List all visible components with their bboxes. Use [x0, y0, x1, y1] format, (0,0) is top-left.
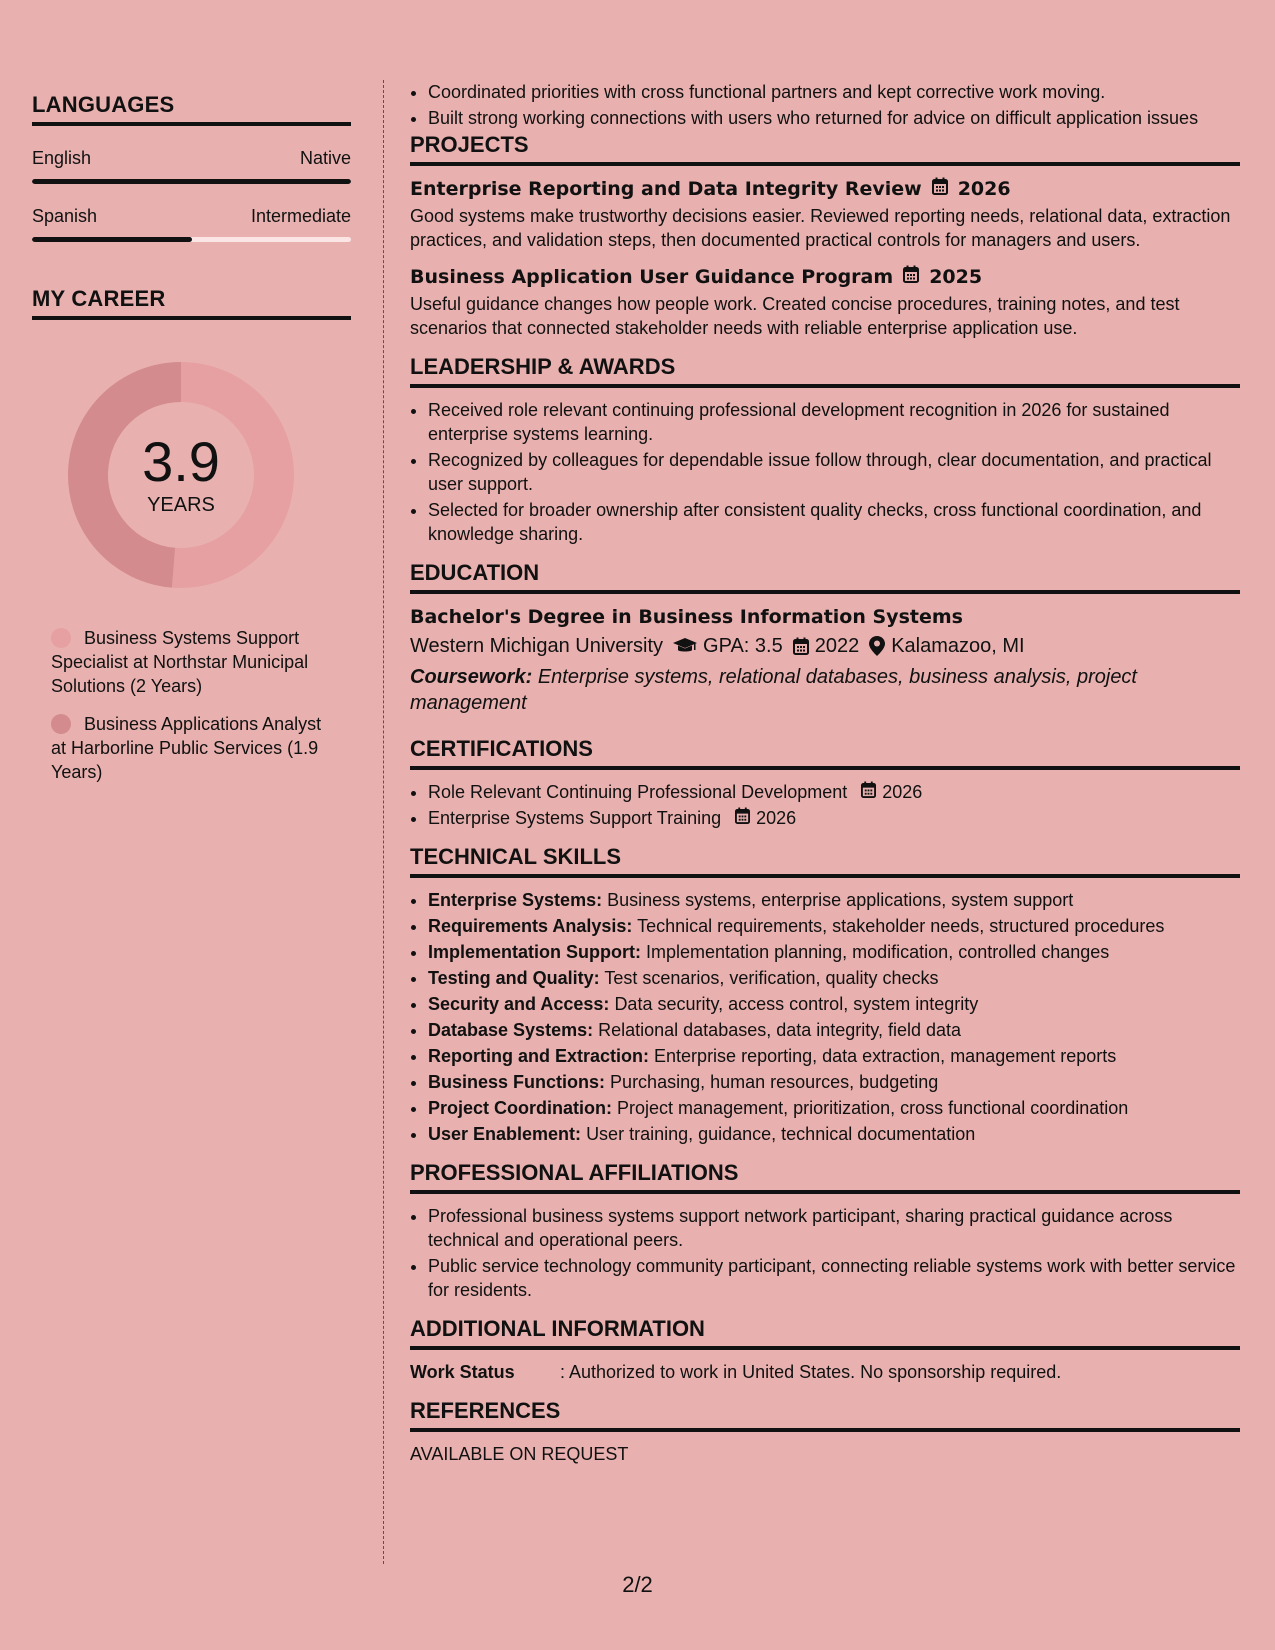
skill-item	[428, 1044, 1240, 1068]
skill-label: Security and Access:	[428, 994, 610, 1014]
skill-label: Business Functions:	[428, 1072, 606, 1092]
project-name: Enterprise Reporting and Data Integrity Review	[410, 178, 922, 200]
project-year: 2025	[929, 266, 983, 288]
list-item: • Recognized by colleagues for dependable issue follow through, clear documentation, and practical user support.	[428, 448, 1240, 496]
skill-item	[428, 940, 1240, 964]
list-item: • Coordinated priorities with cross functional partners and kept corrective work moving.	[428, 80, 1240, 104]
education-heading: EDUCATION	[410, 560, 1240, 594]
certification-year: 2026	[882, 782, 923, 802]
career-heading: MY CAREER	[32, 286, 351, 320]
skill-label: Reporting and Extraction:	[428, 1046, 650, 1066]
language-bar	[32, 237, 351, 242]
career-item-label: Business Systems Support Specialist at Northstar Municipal Solutions (2 Years)	[51, 628, 309, 696]
list-item: • Selected for broader ownership after consistent quality checks, cross functional coordination, and knowledge sharing.	[428, 498, 1240, 546]
language-level: Native	[299, 148, 351, 168]
education-school: Western Michigan University	[410, 635, 664, 657]
references-heading: REFERENCES	[410, 1398, 1240, 1432]
skill-item	[428, 992, 1240, 1016]
list-item: • Built strong working connections with users who returned for advice on difficult application issues	[428, 106, 1240, 130]
education-coursework	[410, 664, 1240, 716]
leadership-heading: LEADERSHIP & AWARDS	[410, 354, 1240, 388]
list-item: • Professional business systems support network participant, sharing practical guidance across technical and operational peers.	[428, 1204, 1240, 1252]
skill-label: Testing and Quality:	[428, 968, 600, 988]
skill-value: Data security, access control, system integrity	[614, 994, 979, 1014]
project-name: Business Application User Guidance Program	[410, 266, 894, 288]
references-section	[410, 1398, 1240, 1466]
affiliations-list	[410, 1204, 1240, 1302]
language-bar	[32, 179, 351, 184]
career-dot-icon	[51, 628, 71, 648]
calendar-icon	[932, 176, 948, 202]
leadership-section	[410, 354, 1240, 546]
skill-item	[428, 966, 1240, 990]
skill-item	[428, 888, 1240, 912]
certification-year: 2026	[756, 808, 797, 828]
list-item: • Public service technology community participant, connecting reliable systems work with better service for residents.	[428, 1254, 1240, 1302]
page-number: 2/2	[622, 1572, 653, 1597]
skill-label: User Enablement:	[428, 1124, 582, 1144]
language-bar-fill	[32, 237, 192, 242]
project-item	[410, 176, 1240, 252]
career-total-value: 3.9	[142, 429, 220, 493]
skill-value: Implementation planning, modification, controlled changes	[646, 942, 1110, 962]
location-pin-icon	[869, 636, 885, 656]
certifications-list	[410, 780, 1240, 830]
skills-list	[410, 888, 1240, 1146]
language-bar-fill	[32, 179, 351, 184]
certification-name: • Enterprise Systems Support Training	[428, 808, 722, 828]
affiliations-heading: PROFESSIONAL AFFILIATIONS	[410, 1160, 1240, 1194]
career-item	[51, 712, 341, 784]
affiliations-section	[410, 1160, 1240, 1302]
skill-value: Relational databases, data integrity, field data	[598, 1020, 962, 1040]
right-column	[410, 80, 1240, 1480]
career-section	[32, 286, 351, 784]
calendar-icon	[793, 637, 809, 655]
skill-item	[428, 1122, 1240, 1146]
career-donut-chart	[66, 360, 296, 590]
references-text: AVAILABLE ON REQUEST	[410, 1444, 629, 1464]
skill-value: Project management, prioritization, cross functional coordination	[617, 1098, 1129, 1118]
skill-item	[428, 1070, 1240, 1094]
skill-value: Technical requirements, stakeholder needs, structured procedures	[637, 916, 1165, 936]
calendar-icon	[861, 780, 876, 804]
skill-item	[428, 914, 1240, 938]
project-description: Good systems make trustworthy decisions easier. Reviewed reporting needs, relational data, extraction practices, and validation steps, then documented practical controls for managers and users.	[410, 206, 1231, 250]
skill-value: Business systems, enterprise applications, system support	[607, 890, 1074, 910]
education-section	[410, 560, 1240, 716]
education-gpa: GPA: 3.5	[703, 635, 783, 657]
career-dot-icon	[51, 714, 71, 734]
calendar-icon	[903, 264, 919, 290]
project-year: 2026	[957, 178, 1011, 200]
skill-value: Purchasing, human resources, budgeting	[610, 1072, 939, 1092]
career-item	[51, 626, 341, 698]
language-english	[32, 148, 351, 184]
career-total-unit: YEARS	[147, 493, 215, 516]
skill-value: Test scenarios, verification, quality checks	[604, 968, 939, 988]
list-item	[428, 806, 1240, 830]
skills-section	[410, 844, 1240, 1146]
skill-value: Enterprise reporting, data extraction, management reports	[654, 1046, 1117, 1066]
leadership-list	[410, 398, 1240, 546]
left-column	[32, 92, 351, 798]
project-item	[410, 264, 1240, 340]
additional-info-section	[410, 1316, 1240, 1384]
coursework-label: Coursework:	[410, 666, 533, 688]
language-name: English	[32, 148, 92, 168]
column-divider	[383, 80, 384, 1564]
career-list	[32, 626, 341, 784]
education-year: 2022	[814, 635, 860, 657]
projects-section	[410, 132, 1240, 340]
additional-info-heading: ADDITIONAL INFORMATION	[410, 1316, 1240, 1350]
certifications-heading: CERTIFICATIONS	[410, 736, 1240, 770]
skill-label: Database Systems:	[428, 1020, 594, 1040]
education-location: Kalamazoo, MI	[891, 635, 1025, 657]
language-spanish	[32, 206, 351, 242]
work-status-value: : Authorized to work in United States. No sponsorship required.	[560, 1362, 1062, 1382]
coursework-text: Enterprise systems, relational databases, business analysis, project management	[410, 666, 1137, 714]
skill-label: Requirements Analysis:	[428, 916, 633, 936]
skill-item	[428, 1018, 1240, 1042]
graduation-cap-icon	[673, 638, 697, 654]
language-name: Spanish	[32, 206, 98, 226]
projects-heading: PROJECTS	[410, 132, 1240, 166]
certification-name: • Role Relevant Continuing Professional Development	[428, 782, 848, 802]
language-level: Intermediate	[250, 206, 351, 226]
project-description: Useful guidance changes how people work. Created concise procedures, training notes, and test scenarios that connected stakeholder needs with reliable enterprise application use.	[410, 294, 1180, 338]
skills-heading: TECHNICAL SKILLS	[410, 844, 1240, 878]
experience-continued-list	[410, 80, 1240, 130]
education-degree: Bachelor's Degree in Business Information Systems	[410, 606, 963, 628]
skill-label: Enterprise Systems:	[428, 890, 603, 910]
list-item	[428, 780, 1240, 804]
list-item: • Received role relevant continuing professional development recognition in 2026 for sustained enterprise systems learning.	[428, 398, 1240, 446]
work-status-label: Work Status	[410, 1362, 515, 1382]
career-item-label: Business Applications Analyst at Harborline Public Services (1.9 Years)	[51, 714, 322, 782]
skill-label: Implementation Support:	[428, 942, 641, 962]
skill-item	[428, 1096, 1240, 1120]
certifications-section	[410, 736, 1240, 830]
skill-label: Project Coordination:	[428, 1098, 612, 1118]
calendar-icon	[735, 806, 750, 830]
languages-heading: LANGUAGES	[32, 92, 351, 126]
skill-value: User training, guidance, technical documentation	[586, 1124, 976, 1144]
